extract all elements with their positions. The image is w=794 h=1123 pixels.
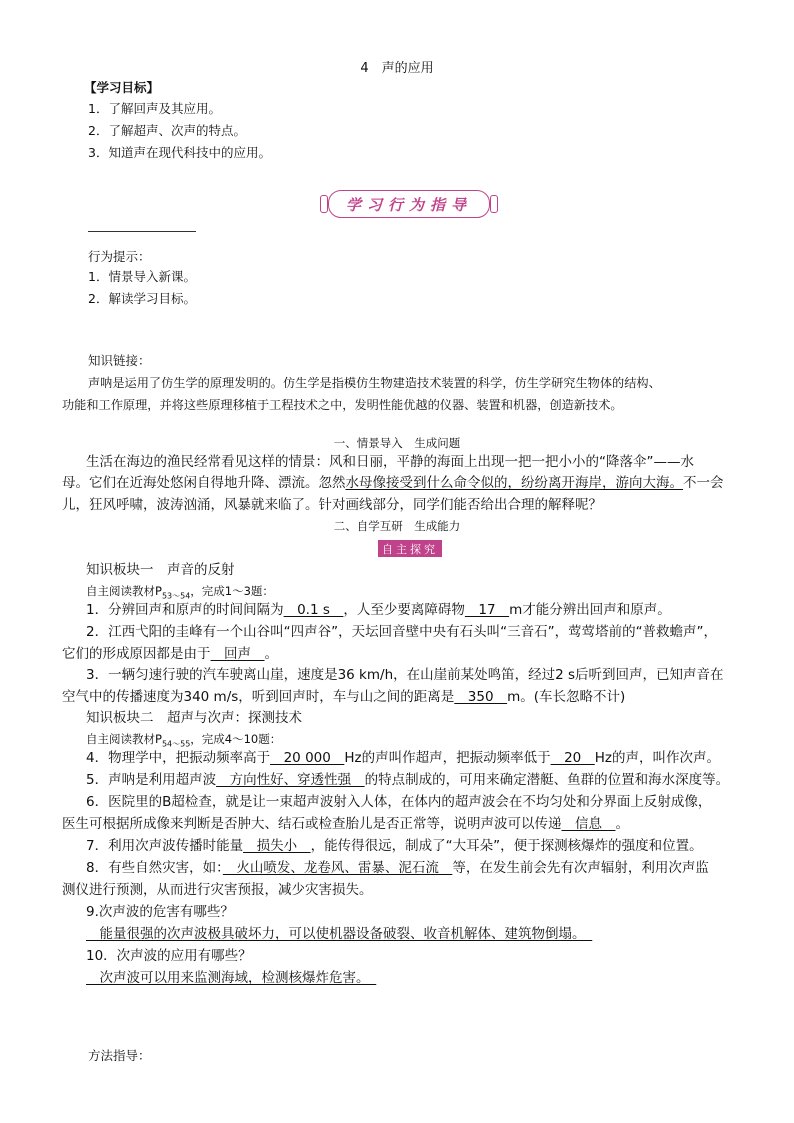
q6-text-b: 医生可根据所成像来判断是否肿大、结石或检查胎儿是否正常等，说明声波可以传递	[62, 816, 562, 832]
hint-item-1: 1．情景导入新课。	[88, 269, 196, 284]
block1-heading: 知识板块一 声音的反射	[86, 562, 235, 578]
q3-text-c: m。(车长忽略不计)	[507, 689, 626, 705]
q5-answer: 方向性好、穿透性强	[216, 772, 365, 788]
block1-read-text: 自主阅读教材P	[86, 584, 162, 598]
question-6-line-2	[62, 814, 629, 834]
q3-text-b: 空气中的传播速度为340 m/s，听到回声时，车与山之间的距离是	[62, 689, 455, 705]
block2-read-pages: 54～55	[161, 739, 191, 749]
question-3-line-2	[62, 687, 625, 707]
question-2-line-1: 2．江西弋阳的圭峰有一个山谷叫“四声谷”，天坛回音壁中央有石头叫“三音石”，莺莺塔前的“普救蟾声”，	[86, 624, 718, 640]
hints-heading: 行为提示：	[88, 249, 151, 264]
question-8-line-2: 测仪进行预测，从而进行灾害预报，减少灾害损失。	[62, 882, 373, 898]
question-10: 10．次声波的应用有哪些？	[86, 948, 252, 964]
block2-read-tail: ，完成4～10题：	[190, 732, 282, 746]
scenario-line-3: 儿，狂风呼啸，波涛汹涌，风暴就来临了。针对画线部分，同学们能否给出合理的解释呢？	[62, 497, 602, 513]
q4-text-b: Hz的声叫作超声，把振动频率低于	[344, 750, 551, 766]
q1-answer-2: 17	[464, 602, 510, 618]
goal-item-3: 3．知道声在现代科技中的应用。	[88, 145, 271, 160]
goals-heading: 【学习目标】	[84, 80, 160, 95]
question-9-answer: 能量很强的次声波极具破坏力，可以使机器设备破裂、收音机解体、建筑物倒塌。	[86, 926, 593, 942]
block2-heading: 知识板块二 超声与次声：探测技术	[86, 710, 302, 726]
section2-heading: 二、自学互研 生成能力	[333, 519, 461, 533]
question-9: 9.次声波的危害有哪些？	[86, 904, 234, 920]
banner-badge	[328, 190, 490, 218]
method-heading: 方法指导：	[88, 1048, 151, 1063]
knowledge-link-line-2: 功能和工作原理，并将这些原理移植于工程技术之中，发明性能优越的仪器、装置和机器，创造新技术。	[62, 398, 623, 412]
banner-text: 学习行为指导	[345, 195, 472, 214]
scenario-line-2	[62, 473, 724, 493]
q5-text-b: 的特点制成的，可用来确定潜艇、鱼群的位置和海水深度等。	[364, 772, 730, 788]
q7-text-a: 7．利用次声波传播时能量	[86, 838, 244, 854]
q8-text-a: 8．有些自然灾害，如：	[86, 860, 223, 876]
block1-read-tail: ，完成1～3题：	[190, 584, 274, 598]
q4-text-a: 4．物理学中，把振动频率高于	[86, 750, 271, 766]
scenario-text-a: 母。它们在近海处悠闲自得地升降、漂流。忽然	[62, 475, 346, 491]
q5-text-a: 5．声呐是利用超声波	[86, 772, 217, 788]
question-5	[86, 770, 729, 790]
q8-text-b: 等，在发生前会先有次声辐射，利用次声监	[452, 860, 709, 876]
self-study-badge-text: 自主探究	[382, 542, 438, 556]
q4-text-c: Hz的声，叫作次声。	[594, 750, 721, 766]
q7-text-b: ，能传得很远，制成了“大耳朵”，便于探测核爆炸的强度和位置。	[310, 838, 703, 854]
scenario-text-b: 不一会	[683, 475, 724, 491]
page-title: 4 声的应用	[360, 61, 434, 76]
knowledge-link-heading: 知识链接：	[88, 353, 151, 368]
question-1	[86, 600, 671, 620]
q6-text-c: 。	[615, 816, 629, 832]
q1-text-c: m才能分辨出回声和原声。	[509, 602, 671, 618]
question-7	[86, 836, 703, 856]
block1-read-pages: 53～54	[161, 591, 191, 601]
divider-line	[88, 231, 196, 232]
question-10-answer: 次声波可以用来监测海域，检测核爆炸危害。	[86, 970, 377, 986]
section1-heading: 一、情景导入 生成问题	[333, 436, 461, 450]
q6-answer: 信息	[561, 816, 616, 832]
q8-answer: 火山喷发、龙卷风、雷暴、泥石流	[222, 860, 453, 876]
goal-item-2: 2．了解超声、次声的特点。	[88, 123, 246, 138]
block2-read-text: 自主阅读教材P	[86, 732, 162, 746]
q1-text-a: 1．分辨回声和原声的时间间隔为	[86, 602, 284, 618]
question-2-line-2	[62, 644, 278, 664]
q2-text-c: 。	[264, 646, 278, 662]
question-4	[86, 748, 720, 768]
question-3-line-1: 3．一辆匀速行驶的汽车驶离山崖，速度是36 km/h，在山崖前某处鸣笛，经过2 s后听到回声，已知声音在	[86, 667, 724, 683]
question-6-line-1: 6．医院里的B超检查，就是让一束超声波射入人体，在体内的超声波会在不均匀处和分界面上反射成像，	[86, 794, 712, 810]
q3-answer: 350	[454, 689, 508, 705]
goal-item-1: 1．了解回声及其应用。	[88, 101, 221, 116]
q4-answer-1: 20 000	[270, 750, 345, 766]
q2-text-b: 它们的形成原因都是由于	[62, 646, 211, 662]
knowledge-link-line-1: 声呐是运用了仿生学的原理发明的。仿生学是指模仿生物建造技术装置的科学，仿生学研究生物体的结构、	[88, 376, 661, 390]
scenario-underlined: 水母像接受到什么命令似的，纷纷离开海岸，游向大海。	[345, 475, 683, 491]
q1-text-b: ，人至少要离障碍物	[343, 602, 465, 618]
self-study-badge	[378, 540, 442, 557]
question-8-line-1	[86, 858, 709, 878]
q1-answer-1: 0.1 s	[283, 602, 344, 618]
scenario-line-1: 生活在海边的渔民经常看见这样的情景：风和日丽，平静的海面上出现一把一把小小的“降落伞”——水	[86, 454, 694, 470]
q4-answer-2: 20	[550, 750, 595, 766]
q7-answer: 损失小	[243, 838, 311, 854]
hint-item-2: 2．解读学习目标。	[88, 291, 196, 306]
q2-answer: 回声	[210, 646, 265, 662]
